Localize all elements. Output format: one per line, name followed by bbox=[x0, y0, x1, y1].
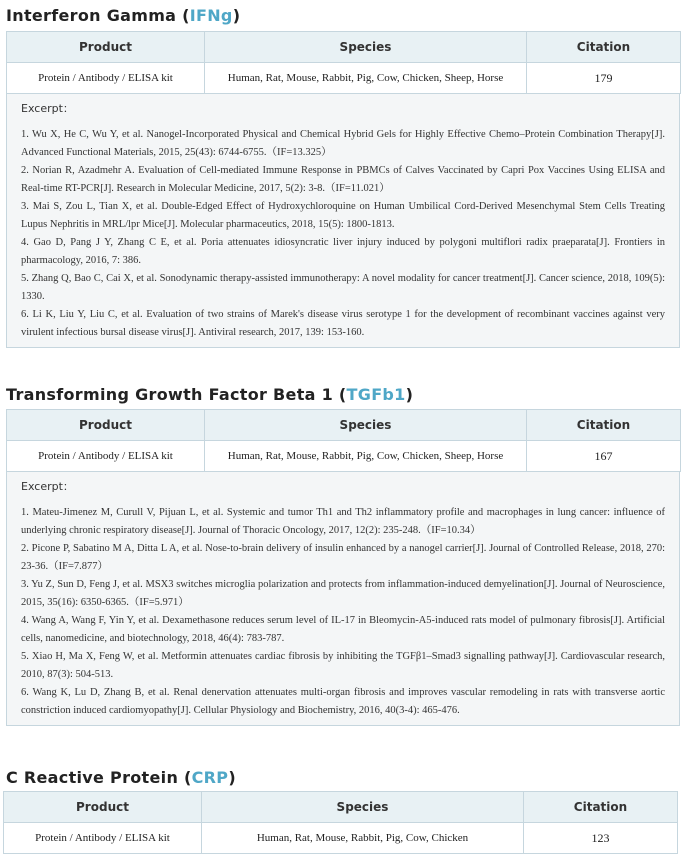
section-title: Interferon Gamma (IFNg) bbox=[6, 6, 241, 25]
header-species: Species bbox=[205, 32, 527, 63]
header-citation: Citation bbox=[527, 32, 681, 63]
info-table bbox=[6, 31, 681, 94]
cell-species: Human, Rat, Mouse, Rabbit, Pig, Cow, Chicken bbox=[202, 823, 524, 854]
reference-item: 5. Xiao H, Ma X, Feng W, et al. Metformin attenuates cardiac fibrosis by inhibiting the TGFβ1–Smad3 signalling pathway[J]. Cardiovascular research, 2010, 87(3): 504-513. bbox=[21, 651, 665, 680]
reference-item: 1. Mateu-Jimenez M, Curull V, Pijuan L, et al. Systemic and tumor Th1 and Th2 inflammatory profile and macrophages in lung cancer: influence of underlying chronic respiratory disease[J]. Journal of Thoracic Oncology, 2017, 12(2): 235-248.（IF=10.34） bbox=[21, 507, 665, 536]
cell-product: Protein / Antibody / ELISA kit bbox=[7, 63, 205, 94]
cell-citation: 167 bbox=[527, 441, 681, 472]
header-species: Species bbox=[202, 792, 524, 823]
reference-item: 1. Wu X, He C, Wu Y, et al. Nanogel-Incorporated Physical and Chemical Hybrid Gels for Highly Effective Chemo–Protein Combination Therapy[J]. Advanced Functional Materials, 2015, 25(43): 6744-6755.（IF=13.325） bbox=[21, 129, 665, 158]
section-title-text: Transforming Growth Factor Beta 1 bbox=[6, 385, 334, 404]
cell-product: Protein / Antibody / ELISA kit bbox=[4, 823, 202, 854]
cell-citation: 123 bbox=[524, 823, 678, 854]
table-row bbox=[4, 823, 678, 854]
reference-item: 4. Wang A, Wang F, Yin Y, et al. Dexamethasone reduces serum level of IL-17 in Bleomycin-A5-induced rats model of pulmonary fibrosis[J]. Artificial cells, nanomedicine, and biotechnology, 2018, 46(4): 783-787. bbox=[21, 615, 665, 644]
section-title-text: Interferon Gamma bbox=[6, 6, 177, 25]
table-row bbox=[7, 441, 681, 472]
section-title: C Reactive Protein (CRP) bbox=[6, 768, 236, 787]
section-abbreviation: TGFb1 bbox=[346, 385, 406, 404]
cell-species: Human, Rat, Mouse, Rabbit, Pig, Cow, Chicken, Sheep, Horse bbox=[205, 441, 527, 472]
excerpt-label: Excerpt： bbox=[21, 480, 74, 493]
cell-product: Protein / Antibody / ELISA kit bbox=[7, 441, 205, 472]
reference-item: 2. Picone P, Sabatino M A, Ditta L A, et al. Nose-to-brain delivery of insulin enhanced by a nanogel carrier[J]. Journal of Controlled Release, 2018, 270: 23-36.（IF=7.877） bbox=[21, 543, 665, 572]
header-product: Product bbox=[4, 792, 202, 823]
section-title: Transforming Growth Factor Beta 1 (TGFb1) bbox=[6, 385, 414, 404]
section-abbreviation: IFNg bbox=[189, 6, 233, 25]
table-header-row bbox=[7, 410, 681, 441]
info-table bbox=[3, 791, 678, 854]
reference-item: 6. Li K, Liu Y, Liu C, et al. Evaluation of two strains of Marek's disease virus serotype 1 for the development of recombinant vaccines against very virulent infectious bursal disease virus[J]. Antiviral research, 2017, 139: 153-160. bbox=[21, 309, 665, 338]
header-citation: Citation bbox=[524, 792, 678, 823]
header-product: Product bbox=[7, 410, 205, 441]
excerpt-label: Excerpt： bbox=[21, 102, 74, 115]
excerpt-box bbox=[6, 94, 680, 348]
header-citation: Citation bbox=[527, 410, 681, 441]
header-species: Species bbox=[205, 410, 527, 441]
table-row bbox=[7, 63, 681, 94]
header-product: Product bbox=[7, 32, 205, 63]
reference-item: 4. Gao D, Pang J Y, Zhang C E, et al. Poria attenuates idiosyncratic liver injury induced by polygoni multiflori radix praeparata[J]. Frontiers in pharmacology, 2016, 7: 386. bbox=[21, 237, 665, 266]
reference-item: 3. Yu Z, Sun D, Feng J, et al. MSX3 switches microglia polarization and protects from inflammation-induced demyelination[J]. Journal of Neuroscience, 2015, 35(16): 6350-6365.（IF=5.971） bbox=[21, 579, 665, 608]
section-title-text: C Reactive Protein bbox=[6, 768, 179, 787]
cell-species: Human, Rat, Mouse, Rabbit, Pig, Cow, Chicken, Sheep, Horse bbox=[205, 63, 527, 94]
reference-item: 6. Wang K, Lu D, Zhang B, et al. Renal denervation attenuates multi-organ fibrosis and improves vascular remodeling in rats with transverse aortic constriction induced cardiomyopathy[J]. Cellular Physiology and Biochemistry, 2016, 40(3-4): 465-476. bbox=[21, 687, 665, 716]
cell-citation: 179 bbox=[527, 63, 681, 94]
excerpt-box bbox=[6, 472, 680, 726]
table-header-row bbox=[7, 32, 681, 63]
reference-item: 5. Zhang Q, Bao C, Cai X, et al. Sonodynamic therapy-assisted immunotherapy: A novel modality for cancer treatment[J]. Cancer science, 2018, 109(5): 1330. bbox=[21, 273, 665, 302]
table-header-row bbox=[4, 792, 678, 823]
section-abbreviation: CRP bbox=[191, 768, 229, 787]
reference-item: 2. Norian R, Azadmehr A. Evaluation of Cell-mediated Immune Response in PBMCs of Calves Vaccinated by Capri Pox Vaccines Using ELISA and Real-time RT-PCR[J]. Research in Molecular Medicine, 2017, 5(2): 3-8.（IF=11.021） bbox=[21, 165, 665, 194]
reference-item: 3. Mai S, Zou L, Tian X, et al. Double-Edged Effect of Hydroxychloroquine on Human Umbilical Cord-Derived Mesenchymal Stem Cells Treating Lupus Nephritis in MRL/lpr Mice[J]. Molecular pharmaceutics, 2018, 15(5): 1800-1813. bbox=[21, 201, 665, 230]
info-table bbox=[6, 409, 681, 472]
